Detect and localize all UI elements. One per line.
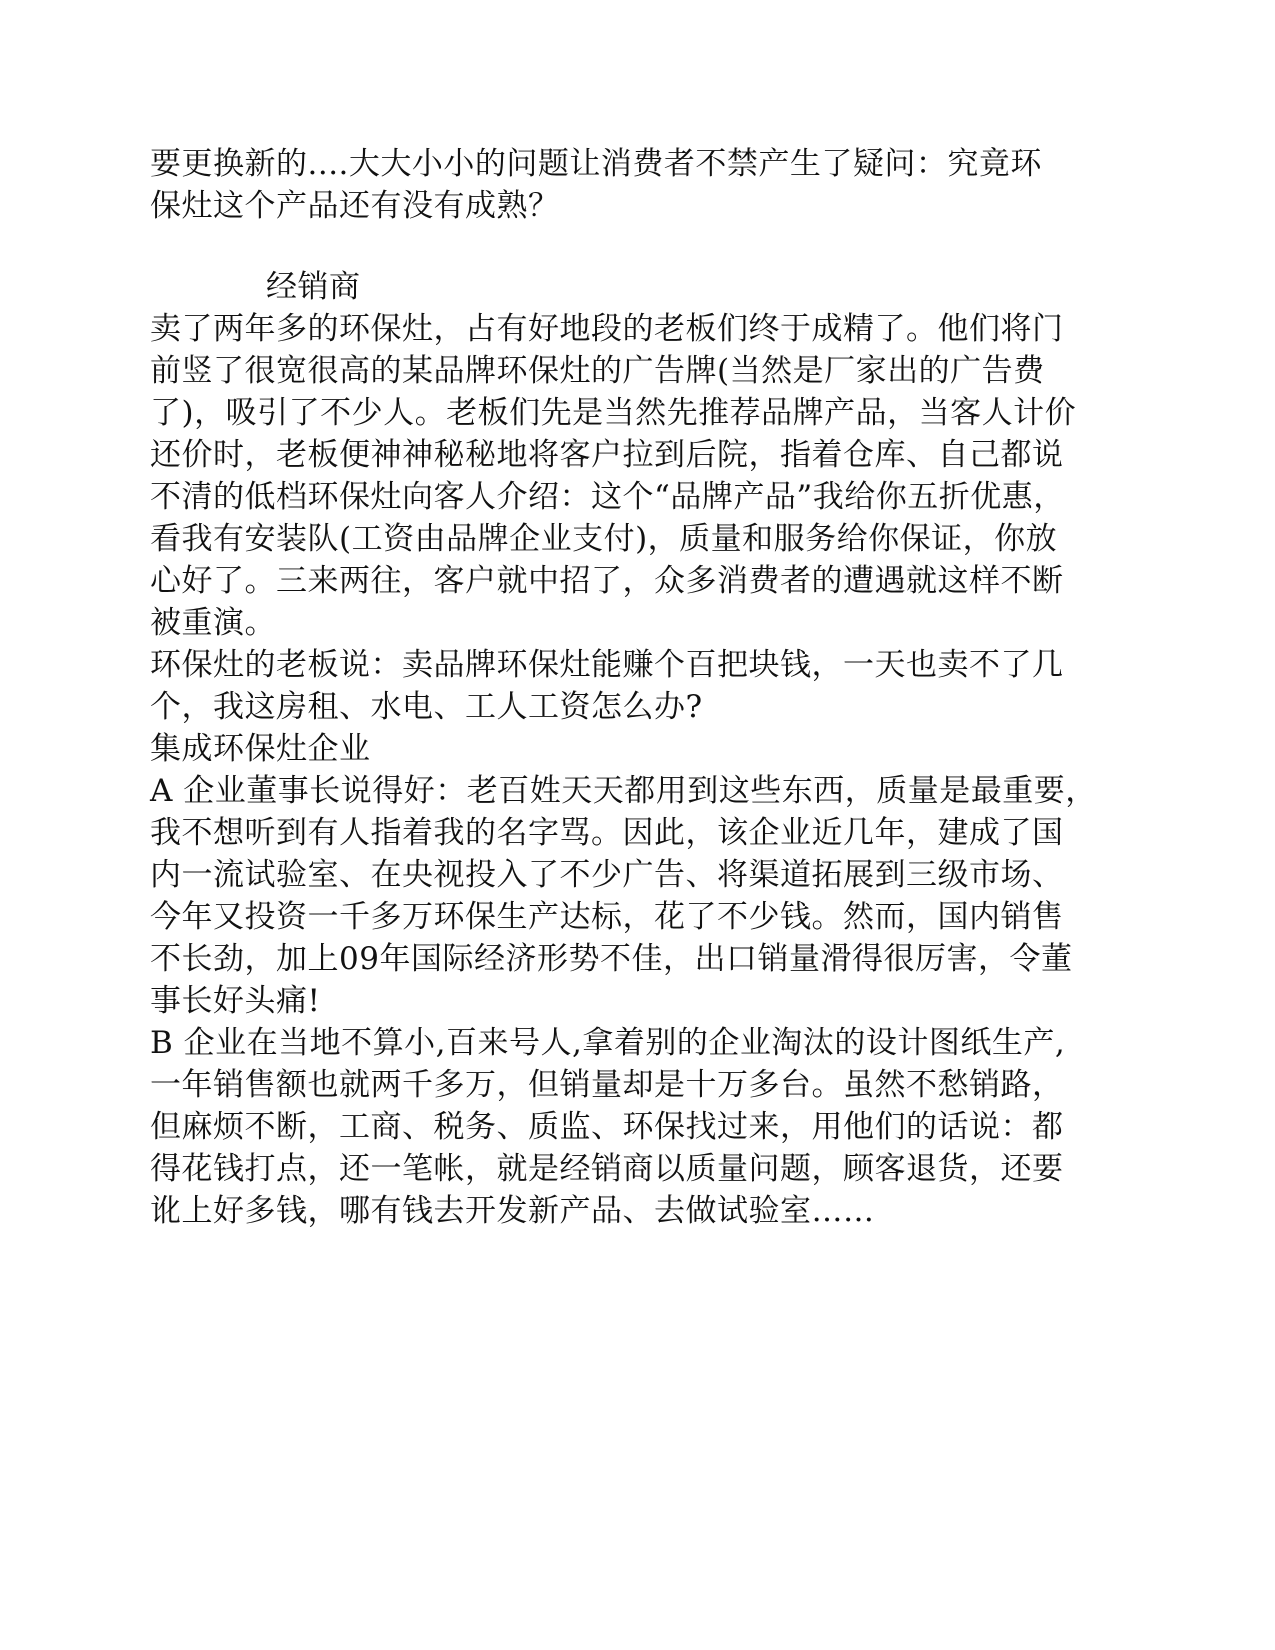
- paragraph-dealer-line-5: 不清的低档环保灶向客人介绍：这个“品牌产品”我给你五折优惠，: [150, 479, 1065, 515]
- paragraph-intro-line-2: 保灶这个产品还有没有成熟？: [150, 188, 560, 224]
- section-heading-dealer: 经销商: [266, 269, 361, 305]
- paragraph-dealer-line-2: 前竖了很宽很高的某品牌环保灶的广告牌(当然是厂家出的广告费: [150, 353, 1045, 389]
- paragraph-company-a-line-5: 不长劲，加上09年国际经济形势不佳，出口销量滑得很厉害，令董: [150, 941, 1073, 977]
- paragraph-dealer-line-3: 了)，吸引了不少人。老板们先是当然先推荐品牌产品，当客人计价: [150, 395, 1077, 431]
- paragraph-company-b-line-3: 但麻烦不断，工商、税务、质监、环保找过来，用他们的话说：都: [150, 1109, 1064, 1145]
- paragraph-company-b-line-4: 得花钱打点，还一笔帐，就是经销商以质量问题，顾客退货，还要: [150, 1151, 1064, 1187]
- paragraph-company-b-line-1: B 企业在当地不算小,百来号人,拿着别的企业淘汰的设计图纸生产,: [150, 1025, 1066, 1061]
- paragraph-dealer-line-1: 卖了两年多的环保灶，占有好地段的老板们终于成精了。他们将门: [150, 311, 1064, 347]
- paragraph-company-a-line-1: A 企业董事长说得好：老百姓天天都用到这些东西，质量是最重要，: [150, 773, 1097, 809]
- paragraph-company-a-line-6: 事长好头痛!: [150, 983, 321, 1019]
- paragraph-company-a-line-2: 我不想听到有人指着我的名字骂。因此，该企业近几年，建成了国: [150, 815, 1064, 851]
- paragraph-dealer-line-6: 看我有安装队(工资由品牌企业支付)，质量和服务给你保证，你放: [150, 521, 1058, 557]
- paragraph-company-a-line-3: 内一流试验室、在央视投入了不少广告、将渠道拓展到三级市场、: [150, 857, 1064, 893]
- paragraph-company-b-line-5: 讹上好多钱，哪有钱去开发新产品、去做试验室……: [150, 1193, 875, 1229]
- paragraph-company-a-line-4: 今年又投资一千多万环保生产达标，花了不少钱。然而，国内销售: [150, 899, 1064, 935]
- paragraph-dealer-line-8: 被重演。: [150, 605, 276, 641]
- paragraph-dealer-line-7: 心好了。三来两往，客户就中招了，众多消费者的遭遇就这样不断: [150, 563, 1064, 599]
- paragraph-intro-line-1: 要更换新的....大大小小的问题让消费者不禁产生了疑问：究竟环: [150, 146, 1042, 182]
- section-heading-enterprise: 集成环保灶企业: [150, 731, 371, 767]
- paragraph-boss-line-1: 环保灶的老板说：卖品牌环保灶能赚个百把块钱，一天也卖不了几: [150, 647, 1064, 683]
- paragraph-company-b-line-2: 一年销售额也就两千多万，但销量却是十万多台。虽然不愁销路，: [150, 1067, 1064, 1103]
- paragraph-boss-line-2: 个，我这房租、水电、工人工资怎么办?: [150, 689, 703, 725]
- paragraph-dealer-line-4: 还价时，老板便神神秘秘地将客户拉到后院，指着仓库、自己都说: [150, 437, 1064, 473]
